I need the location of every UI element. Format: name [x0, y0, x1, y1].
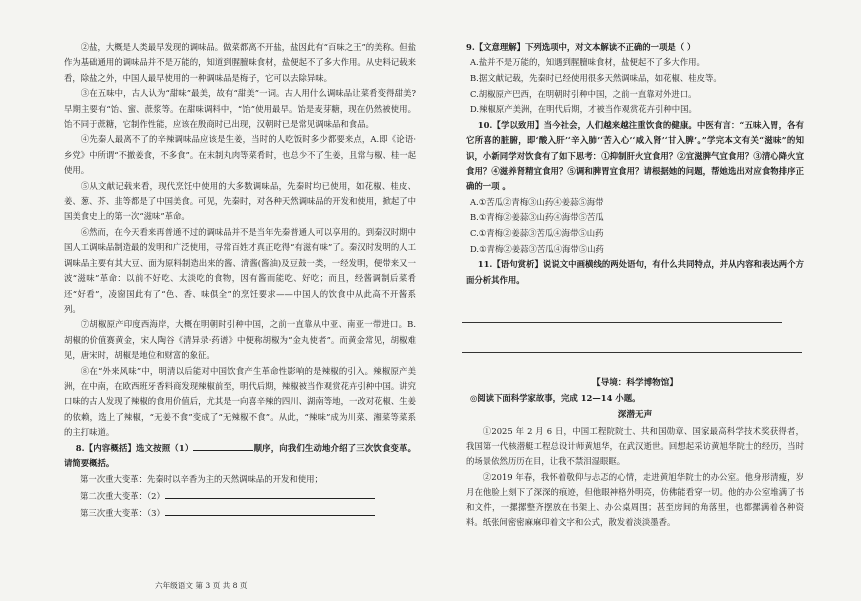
q9-option-a[interactable]: A.盐并不是万能的，知遇到腥膻味食材，盐便起不了多大作用。 — [470, 57, 705, 68]
question-9-title: 9.【文意理解】下列选项中，对文本解读不正确的一项是（ ） — [466, 42, 696, 52]
q10-option-a[interactable]: A.①苦瓜②青梅③山药④姜蒜⑤海带 — [470, 196, 604, 207]
article-title: 深潜无声 — [617, 410, 653, 420]
left-column — [64, 40, 416, 522]
q10-option-d[interactable]: D.①青梅②姜蒜③苦瓜④海带⑤山药 — [470, 243, 604, 254]
question-11: 11.【语句赏析】说说文中画横线的两处语句，有什么共同特点，并从内容和表达两个方面分析其作用。 — [466, 259, 804, 285]
q8-row-2 — [64, 488, 416, 505]
q8-row-1: 第一次重大变革：先秦时以辛香为主的天然调味品的开发和使用； — [80, 474, 323, 485]
page-footer: 六年级语文 第 3 页 共 8 页 — [155, 581, 248, 590]
right-column — [466, 40, 804, 288]
section-intro: ◎阅读下面科学家故事，完成 12—14 小题。 — [470, 393, 641, 403]
q9-option-c[interactable]: C.胡椒原产巴西，在明朝时引种中国，之前一直靠对外进口。 — [470, 88, 697, 99]
passage-paragraph-5: ⑤从文献记载来看，现代烹饪中使用的大多数调味品，先秦时均已使用，如花椒、桂皮、姜、葱、芥、韭等都是了中国美食。可见，先秦时，对各种天然调味品的开发和使用，掀起了中国美食史上的第一次“滋味”革命。 — [64, 180, 416, 222]
article-paragraph-1: ①2025 年 2 月 6 日，中国工程院院士、共和国勋章、国家最高科学技术奖获得者，我国第一代核潜艇工程总设计师黄旭华，在武汉逝世。回想起采访黄旭华院士的经历，当时的场景依然历历在目，让我不禁泪湿眼眶。 — [466, 426, 804, 467]
q8-blank-1[interactable] — [193, 441, 253, 451]
passage-paragraph-4: ④先秦人最离不了的辛辣调味品应该是生姜，当时的人吃饭时多少都要来点，A.即《论语·乡党》中所谓“不撤姜食，不多食”。在末制丸肉等菜肴时，也总少不了生姜，且常与椒、桂一起使用。 — [64, 134, 416, 176]
q8-row-3-label: 第三次重大变革：（3） — [80, 508, 165, 519]
q11-answer-line-2[interactable] — [462, 352, 802, 353]
article-body — [466, 424, 804, 530]
article-paragraph-2: ②2019 年春，我怀着敬仰与忐忑的心情，走进黄旭华院士的办公室。他身形清瘦，岁月在他脸上刻下了深深的痕迹，但他眼神格外明亮，仿佛能看穿一切。他的办公室堆满了书和文件，一摞摞整齐摆放在书架上、办公桌周围；甚至房间的角落里，也都摞满着各种资料。纸张间密密麻麻印着文字和公式，散发着淡淡墨香。 — [466, 471, 804, 528]
question-8-title: 8.【内容概括】选文按照（1） — [75, 442, 194, 453]
passage-paragraph-6: ⑥然而，在今天看来再普通不过的调味品并不是当年先秦普通人可以享用的。到秦汉时期中国人工调味品制造最的发明和广泛使用，寻常百姓才真正吃得“有滋有味”了。秦汉时发明的人工调味品主要有其大豆、面为原料制造出来的酱、清酱(酱油)及豆鼓一类，一经发明，便带来又一波“滋味”革命：以前不好吃、太淡吃的食物，因有酱而能吃、好吃；而且，经酱调制后菜肴还“好看”，凌窗国此有了“色、香、味俱全”的烹饪要求——中国人的饮食中从此高不开酱系列。 — [64, 226, 416, 314]
passage-paragraph-3: ③在五味中，古人认为“甜味”最美，故有“甜美”一词。古人用什么调味品让菜肴变得甜美?早期主要有“饴、蜜、蔗浆等。在甜味调料中，“饴”使用最早。饴是麦芽糖，现在仍然被使用。饴不同于蔗糖，它制作性能，应该在殷商时已出现，汉朝时已是常见调味品和食品。 — [64, 88, 416, 130]
q8-blank-3[interactable] — [165, 506, 375, 516]
q8-row-3 — [64, 505, 416, 522]
passage-paragraph-8: ⑧在“外来风味”中，明清以后能对中国饮食产生革命性影响的是辣椒的引入。辣椒原产美洲，在中南，在欧西班牙香料商发现辣椒前至，明代后期，辣椒被当作观赏花卉引种中国。讲究口味的古人发现了辣椒的食用价值后，尤其是一向喜辛辣的四川、湖南等地，一改对花椒、生姜的依赖，选上了辣椒，“无姜不食”变成了“无辣椒不食”。从此，“辣味”成为川菜、湘菜等菜系的主打味道。 — [64, 365, 416, 438]
q11-answer-line-1[interactable] — [462, 322, 782, 323]
question-8-title-tail: 顺序，向我们生动地介绍了三次饮食变革。请简要概括。 — [64, 442, 416, 468]
q9-option-d[interactable]: D.辣椒原产美洲，在明代后期，才被当作观赏花卉引种中国。 — [470, 104, 697, 115]
section-header: 【导境：科学博物馆】 — [592, 378, 678, 388]
q8-row-2-label: 第二次重大变革：（2） — [80, 491, 165, 502]
passage-paragraph-7: ⑦胡椒原产印度西海岸，大概在明朝时引种中国，之前一直靠从中亚、南亚一带进口。B.胡椒的价值赛黄金，宋人陶谷《清异录·药谱》中便称胡椒为“金丸使者”。而黄金常见，胡椒难见，唐宋时，胡椒是地位和财富的象征。 — [64, 319, 416, 361]
question-8 — [64, 441, 416, 472]
q10-option-c[interactable]: C.①青梅②姜蒜③苦瓜④海带⑤山药 — [470, 228, 604, 238]
q10-option-b[interactable]: B.①青梅②姜蒜③山药④海带⑤苦瓜 — [470, 212, 604, 223]
passage-paragraph-2: ②盐，大概是人类最早发现的调味品。做菜都离不开盐，盐因此有“百味之王”的美称。但盐作为基础通用的调味品并不是万能的，知道到腥膻味食材，盐便起不了多大作用。从史料记载来看，除盐之外，中国人最早使用的一种调味品是梅子，它可以去除异味。 — [64, 42, 416, 83]
question-10: 10.【学以致用】当今社会，人们越来越注重饮食的健康。中医有言：“五味入胃，各有它所喜的脏腑，即‘酸入肝’‘辛入肺’‘苦入心’‘咸入肾’‘甘入脾’。”学完本文有关“滋味”的知识，小新同学对饮食有了如下思考：①抑制肝火宜食用？②宜滋脾气宜食用？③清心降火宜食用？④滋养肾精宜食用？⑤调和脾胃宜食用？请根据她的问题，帮她选出对应食物排序正确的一项 。 — [466, 119, 804, 192]
q8-blank-2[interactable] — [165, 489, 375, 499]
q9-option-b[interactable]: B.据文献记载，先秦时已经使用很多天然调味品，如花椒、桂皮等。 — [470, 73, 722, 83]
